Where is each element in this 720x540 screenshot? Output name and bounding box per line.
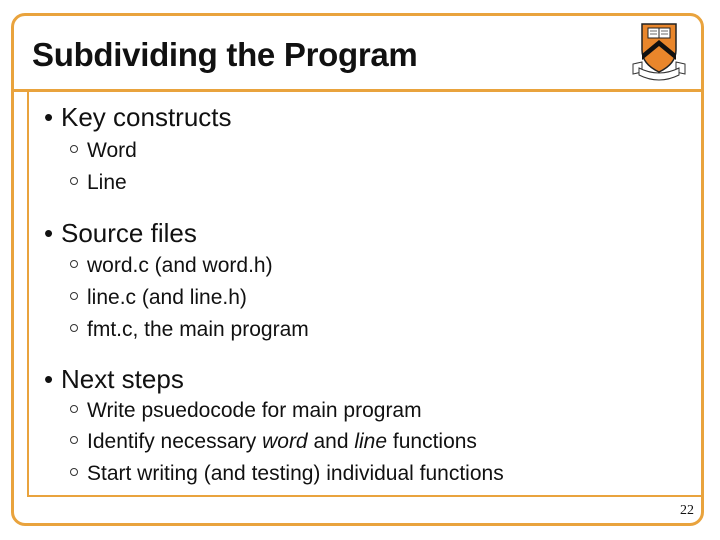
ring-bullet-icon [70,177,78,185]
ring-bullet-icon [70,292,78,300]
bullet-dot-icon: • [44,102,54,132]
bullet-dot-icon: • [44,218,54,248]
ring-bullet-icon [70,436,78,444]
ring-bullet-icon [70,145,78,153]
subitem-word: Word [70,139,137,163]
subitem-start-writing: Start writing (and testing) individual functions [70,462,504,486]
ring-bullet-icon [70,405,78,413]
subitem-line-c: line.c (and line.h) [70,286,247,310]
slide-title: Subdividing the Program [32,36,418,73]
bullet-dot-icon: • [44,364,54,394]
ring-bullet-icon [70,324,78,332]
subitem-fmt-c: fmt.c, the main program [70,318,309,342]
ring-bullet-icon [70,260,78,268]
page-number: 22 [680,503,694,518]
subitem-line: Line [70,171,127,195]
subitem-write-pseudocode: Write psuedocode for main program [70,399,422,423]
bullet-key-constructs: • Key constructs [44,102,232,132]
bullet-next-steps: • Next steps [44,364,184,394]
subitem-identify-functions: Identify necessary word and line functions [70,430,477,454]
subitem-word-c: word.c (and word.h) [70,254,273,278]
bullet-source-files: • Source files [44,218,197,248]
ring-bullet-icon [70,468,78,476]
